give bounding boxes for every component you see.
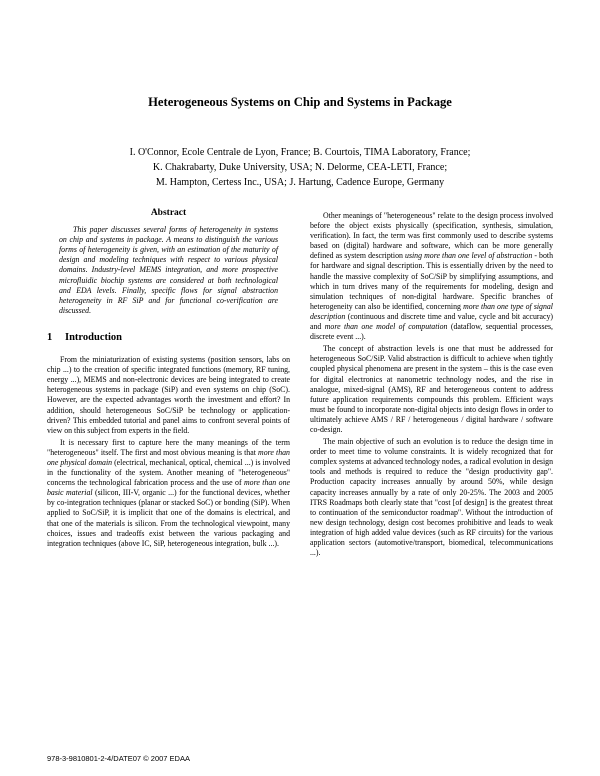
text-run: Other meanings of "heterogeneous" relate to the design process involved before the object exists physically (specification, synthesis, simulation, verification). In fact, the term was first commonly used to describe systems based on (digital) hardware and software, which can be more generally defined as system description [310, 211, 553, 261]
section-number: 1 [47, 331, 53, 343]
emphasis-text: more than one model of computation [324, 322, 448, 332]
text-run: (dataflow, sequential processes, discrete event ...). [310, 322, 553, 342]
section-heading [47, 333, 290, 343]
body-paragraph [47, 438, 290, 549]
body-paragraph [310, 344, 553, 435]
text-run: (silicon, III-V, organic ...) for the functional devices, whether by co-integration techniques (planar or stacked SoC) or bonding (SiP). When applied to SoC/SiP, it is implicit that one of the domains is electrical, and that one of the materials is silicon. From the technological viewpoint, many choices, issues and tradeoffs exist between the various packaging and integration techniques (above IC, SiP, heterogeneous integration, bulk ...). [47, 488, 290, 548]
text-run: - both for hardware and signal description. This is essentially driven by the need to handle the massive complexity of SoC/SiP by simplifying assumptions, and which in turn drives many of the requirements for modeling, design and simulation techniques of non-digital hardware. Specific branches of heterogeneity can also be identified, concerning [310, 251, 553, 311]
emphasis-text: using more than one level of abstraction [405, 251, 533, 261]
left-column [47, 208, 290, 551]
text-run: From the miniaturization of existing systems (position sensors, labs on chip ...) to the creation of specific integrated functions (memory, RF tuning, energy ...), MEMS and non-electronic devices are being integrated to create heterogeneous systems in package (SiP) and even systems on chip (SoC). However, are the expected advantages worth the investment and effort? In addition, should heterogeneous SoC/SiP be technology or application-driven? This embedded tutorial and panel aims to confront several points of view on this subject from experts in the field. [47, 355, 290, 435]
text-run: (continuous and discrete time and value, cycle and bit accuracy) and [310, 311, 553, 332]
paper-title: Heterogeneous Systems on Chip and Systems in Package [148, 95, 452, 109]
emphasis-text: more than one type of signal description [310, 301, 553, 321]
right-column [310, 211, 553, 560]
body-paragraph [310, 211, 553, 342]
text-run: The main objective of such an evolution is to reduce the design time in order to meet time to volume constraints. It is widely recognized that for complex systems at advanced technology nodes, a radical evolution in design tools and methods is required to reduce the "design productivity gap". Production capacity increases annually by around 50%, while design capacity increases annually by a rate of only 20-25%. The 2003 and 2005 ITRS Roadmaps both clearly state that "cost [of design] is the greatest threat to continuation of the semiconductor roadmap". Without the introduction of new design technology, design cost becomes prohibitive and leads to weak integration of high added value devices (such as RF circuits) for the various application sectors (automotive/transport, biomedical, telecommunications ...). [310, 437, 553, 558]
emphasis-text: more than one physical domain [47, 447, 290, 467]
body-paragraph [47, 355, 290, 436]
section-title: Introduction [65, 331, 122, 343]
author-line: I. O'Connor, Ecole Centrale de Lyon, France; B. Courtois, TIMA Laboratory, France; [129, 147, 471, 158]
author-line: K. Chakrabarty, Duke University, USA; N. Delorme, CEA-LETI, France; [152, 162, 448, 173]
author-list [0, 145, 600, 190]
text-run: The concept of abstraction levels is one that must be addressed for heterogeneous SoC/SiP. Valid abstraction is difficult to achieve when tightly coupled physical phenomena are present in the system – this is the case even for digital electronics at nanometric technology nodes, and the rise in analogue, mixed-signal (AMS), RF and heterogeneous content to address future application requirements compounds this problem. Efficient ways must be found to incorporate non-digital objects into design flows in order to ultimately achieve AMS / RF / heterogeneous / digital hardware / software co-design. [310, 344, 553, 434]
text-run: (electrical, mechanical, optical, chemical ...) is involved in the functionality of the system. Another meaning of "heterogeneous" concerns the technological fabrication process and the use of [47, 457, 290, 488]
abstract-text: This paper discusses several forms of heterogeneity in systems on chip and systems in package. A means to distinguish the various forms of heterogeneity is given, with an estimation of the maturity of design and modeling techniques with respect to various physical domains. Industry-level MEMS integration, and more prospective microfluidic biochip systems are considered at both technological and EDA levels. Finally, specific flows for signal abstraction heterogeneity in RF SiP and for functional co-verification are discussed. [59, 225, 278, 315]
body-paragraph [310, 437, 553, 558]
emphasis-text: more than one basic material [47, 478, 290, 498]
text-run: It is necessary first to capture here the many meanings of the term "heterogeneous" itself. The first and most obvious meaning is that [47, 437, 290, 457]
copyright-footer: 978-3-9810801-2-4/DATE07 © 2007 EDAA [47, 754, 190, 763]
author-line: M. Hampton, Certess Inc., USA; J. Hartung, Cadence Europe, Germany [155, 177, 445, 188]
abstract-heading: Abstract [150, 208, 187, 218]
